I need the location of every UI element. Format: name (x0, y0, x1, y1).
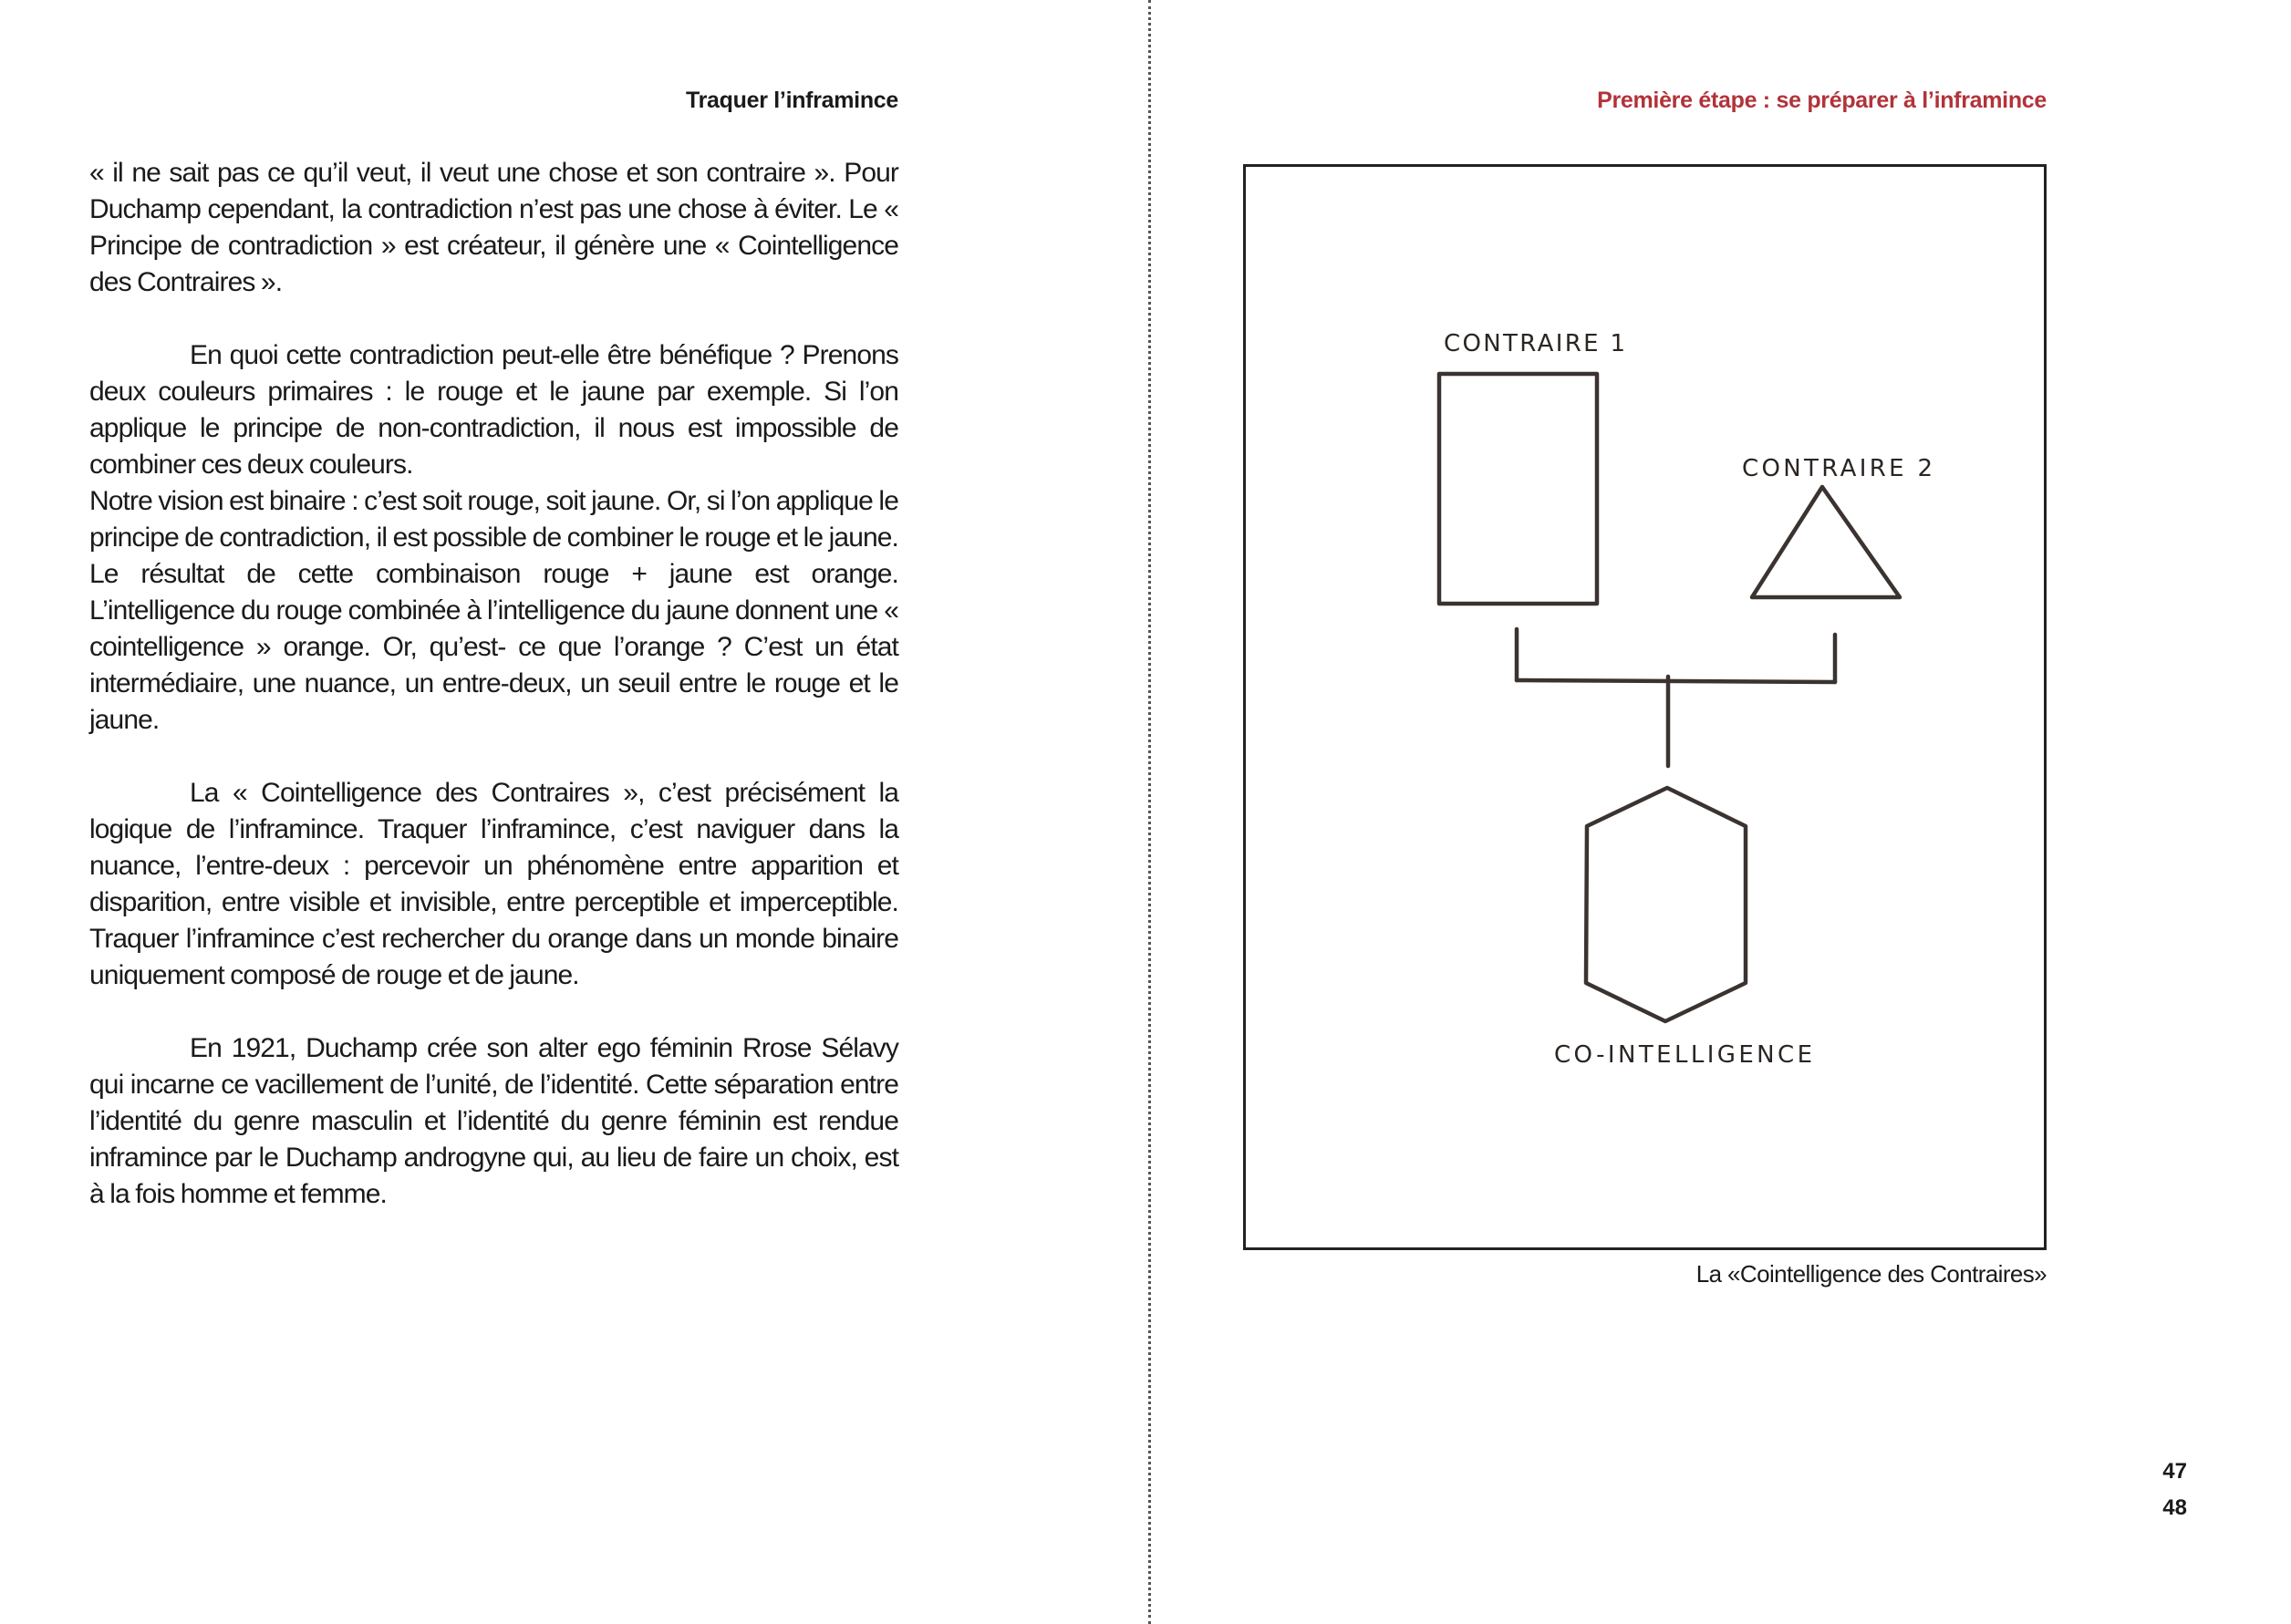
figure-caption: La «Cointelligence des Contraires» (1695, 1260, 2047, 1288)
running-head-right: Première étape : se préparer à l’inframince (1597, 88, 2047, 113)
body-text (89, 155, 898, 1249)
label-contraire-2: CONTRAIRE 2 (1742, 455, 1933, 482)
label-co-intelligence: CO-INTELLIGENCE (1554, 1041, 1813, 1069)
paragraph-1: « il ne sait pas ce qu’il veut, il veut une chose et son contraire ». Pour Duchamp cependant, la contradiction n’est pas une chose à éviter. Le « Principe de contradiction » est créateur, il génère une « Cointelligence des Contraires ». (89, 158, 898, 297)
label-contraire-1: CONTRAIRE 1 (1444, 330, 1626, 357)
paragraph-5: En 1921, Duchamp crée son alter ego féminin Rrose Sélavy qui incarne ce vacillement de l’unité, de l’identité. Cette séparation entre l’identité du genre masculin et l’identité du genre féminin est rendue inframince par le Duchamp androgyne qui, au lieu de faire un choix, est à la fois homme et femme. (89, 1033, 898, 1209)
paragraph-3: Notre vision est binaire : c’est soit rouge, soit jaune. Or, si l’on applique le principe de contradiction, il est possible de combiner le rouge et le jaune. Le résultat de cette combinaison rouge + jaune est orange. L’intelligence du rouge combinée à l’intelligence du jaune donnent une « cointelligence » orange. Or, qu’est- ce que l’orange ? C’est un état intermédiaire, une nuance, un entre-deux, un seuil entre le rouge et le jaune. (89, 486, 898, 735)
page-number-47: 47 (2162, 1459, 2187, 1484)
page-number-48: 48 (2162, 1495, 2187, 1520)
paragraph-2: En quoi cette contradiction peut-elle être bénéfique ? Prenons deux couleurs primaires : le rouge et le jaune par exemple. Si l’on applique le principe de non-contradiction, il nous est impossible de combiner ces deux couleurs. (89, 340, 898, 480)
figure-frame (1243, 164, 2047, 1250)
running-head-left: Traquer l’inframince (686, 88, 898, 113)
paragraph-4: La « Cointelligence des Contraires », c’est précisément la logique de l’inframince. Traquer l’inframince, c’est naviguer dans la nuance, l’entre-deux : percevoir un phénomène entre apparition et disparition, entre visible et invisible, entre perceptible et imperceptible. Traquer l’inframince c’est rechercher du orange dans un monde binaire uniquement composé de rouge et de jaune. (89, 778, 898, 990)
gutter-dotted-line (1148, 0, 1151, 1624)
